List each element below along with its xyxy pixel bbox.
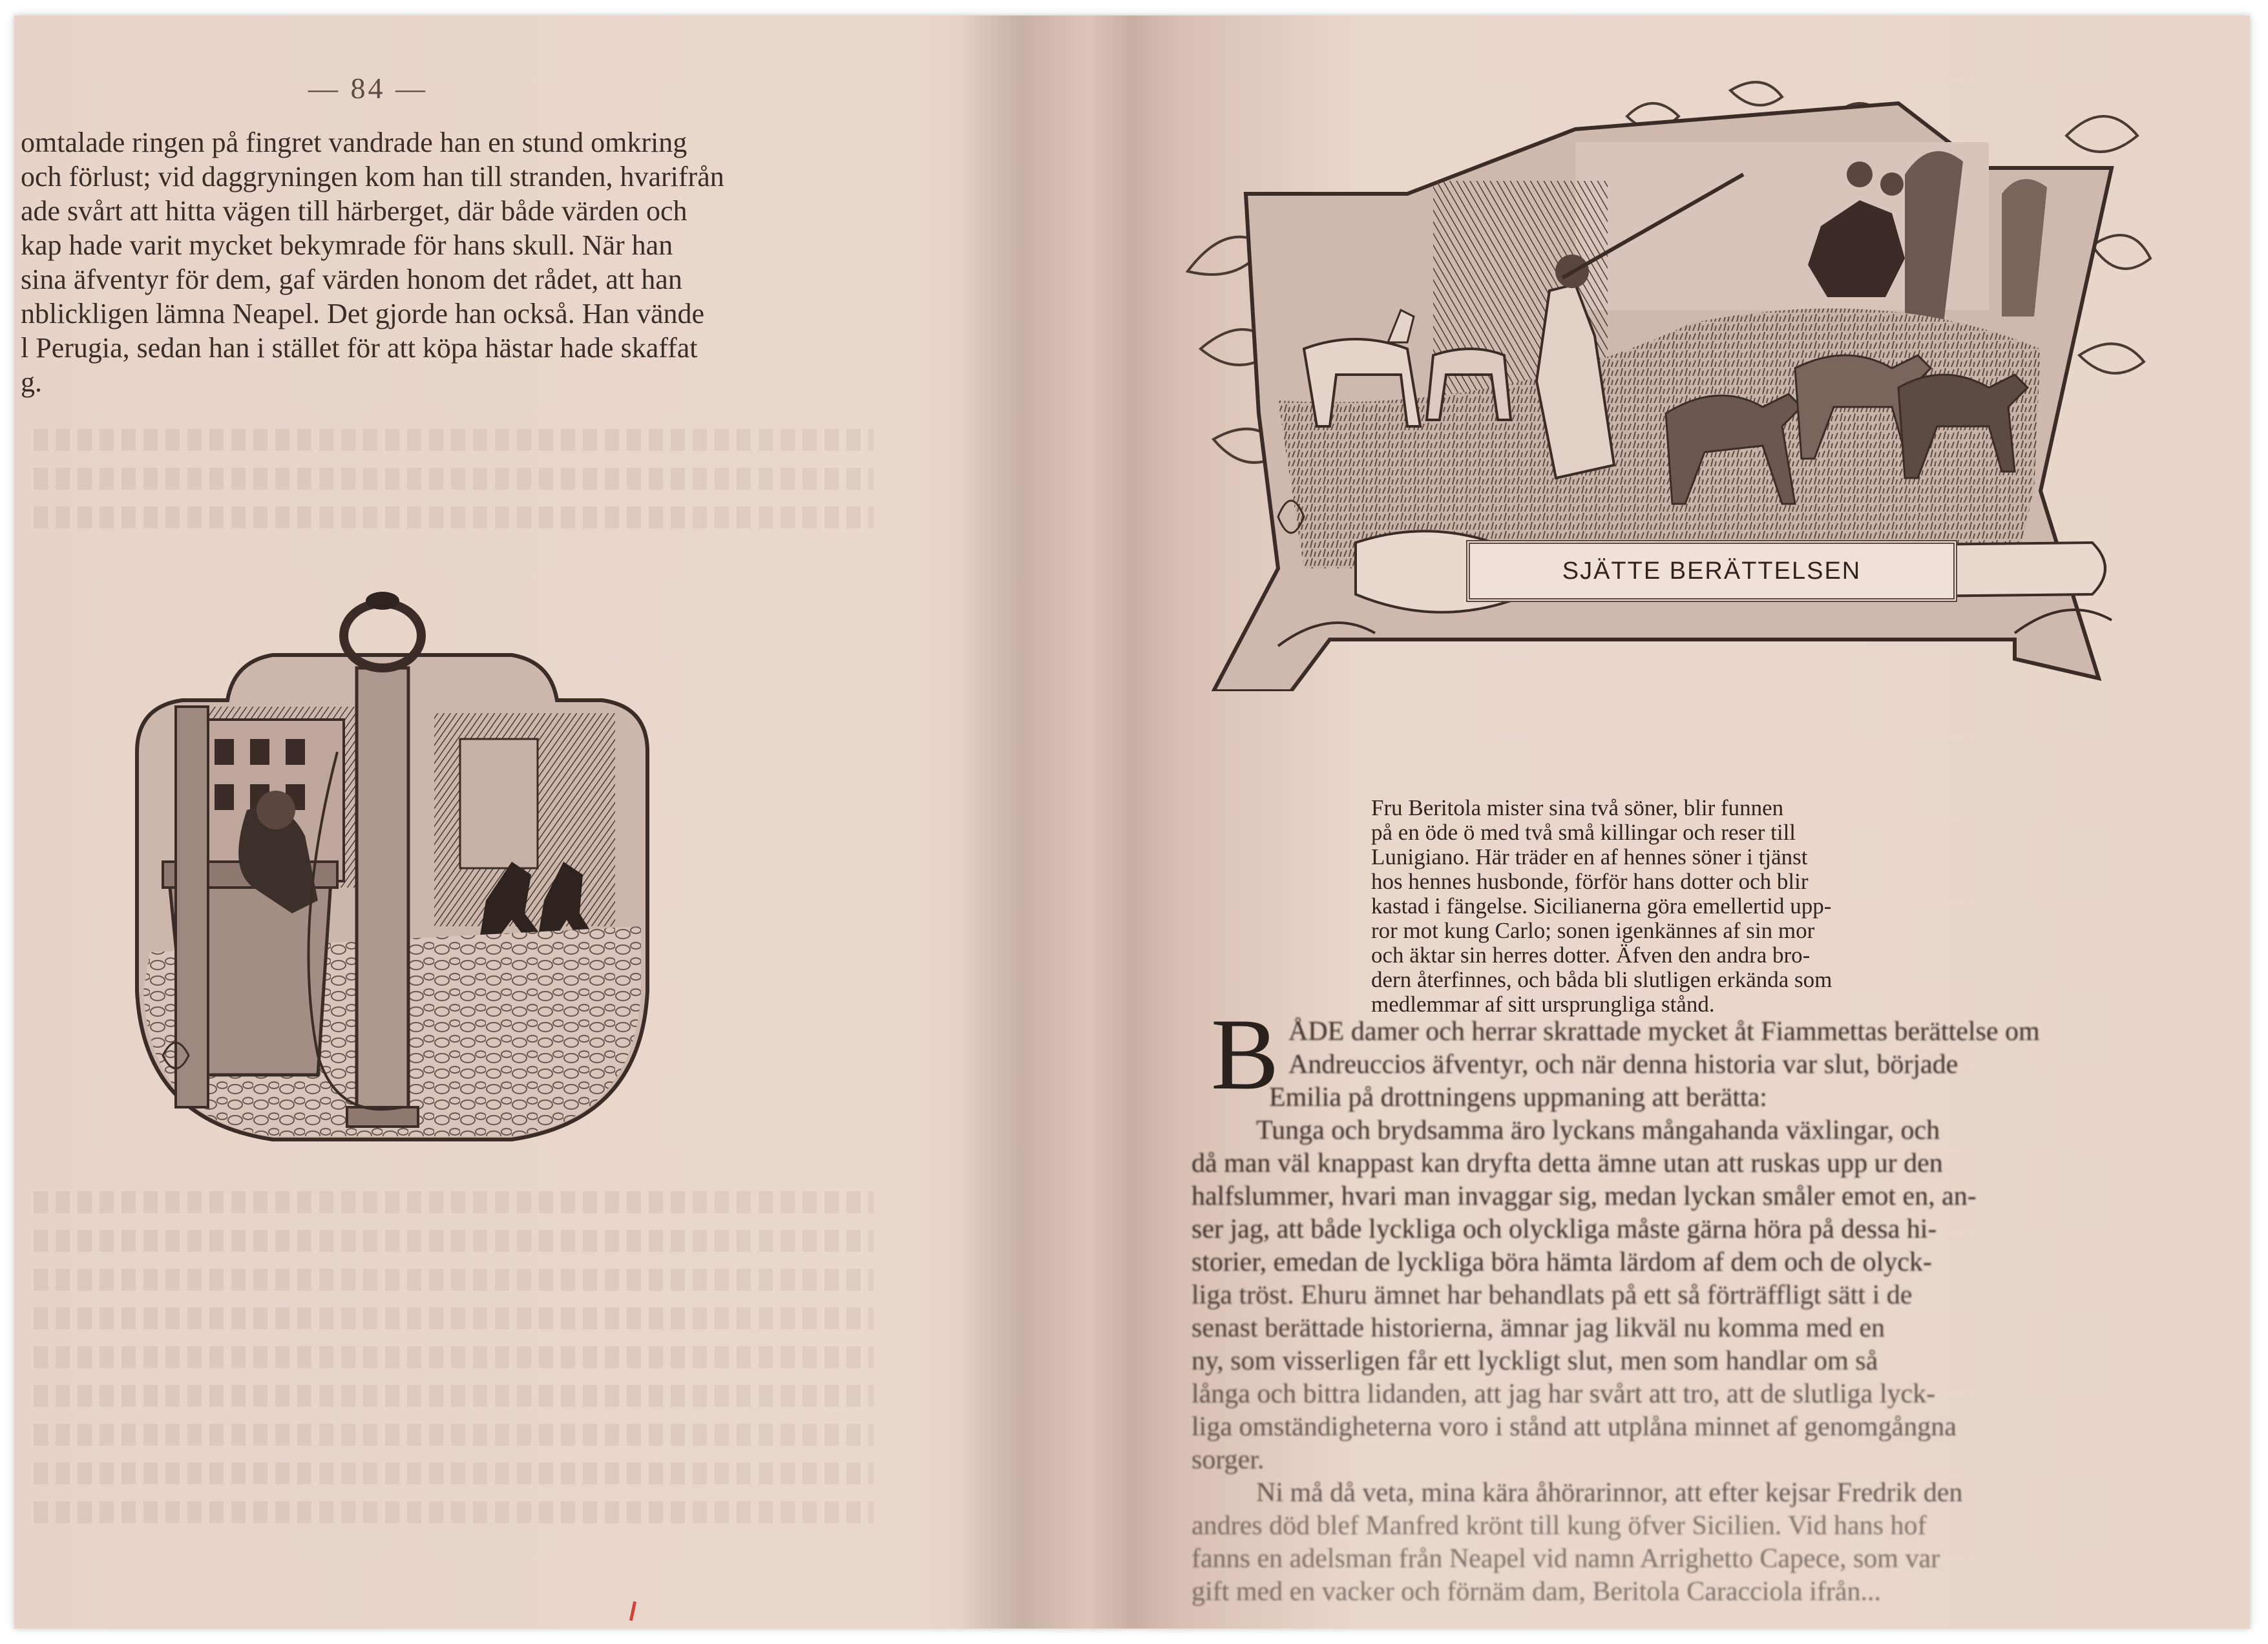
text-line: kap hade varit mycket bekymrade för hans skull. När han — [21, 229, 673, 261]
summary-line: medlemmar af sitt ursprungliga stånd. — [1371, 992, 1715, 1017]
text-line: Andreuccios äfventyr, och när denna historia var slut, började — [1288, 1050, 1958, 1079]
text-line: Emilia på drottningens uppmaning att berätta: — [1269, 1083, 1767, 1112]
show-through — [34, 1230, 874, 1252]
show-through — [34, 1424, 874, 1446]
show-through — [34, 468, 874, 490]
text-line: halfslummer, hvari man invaggar sig, medan lyckan småler emot en, an- — [1192, 1181, 1977, 1211]
text-line: sorger. — [1192, 1445, 1265, 1475]
text-line: liga omständigheterna voro i stånd att utplåna minnet af genomgångna — [1192, 1412, 1957, 1442]
show-through — [34, 1346, 874, 1368]
text-line: ade svårt att hitta vägen till härberget, där både värden och — [21, 195, 688, 227]
show-through — [34, 429, 874, 451]
drop-cap: B — [1211, 998, 1279, 1111]
summary-line: Fru Beritola mister sina två söner, blir funnen — [1371, 795, 1784, 820]
summary-line: Lunigiano. Här träder en af hennes söner i tjänst — [1371, 844, 1808, 869]
chapter-banner — [1466, 540, 1957, 602]
book-spread — [14, 16, 2250, 1628]
show-through — [34, 1462, 874, 1484]
summary-line: på en öde ö med två små killingar och reser till — [1371, 820, 1796, 845]
show-through — [34, 1385, 874, 1407]
text-line: gift med en vacker och förnäm dam, Beritola Caracciola ifrån... — [1192, 1577, 1882, 1607]
summary-line: ror mot kung Carlo; sonen igenkännes af sin mor — [1371, 918, 1815, 943]
text-line: ny, som visserligen får ett lyckligt slut, men som handlar om så — [1192, 1346, 1878, 1376]
show-through — [34, 1501, 874, 1523]
text-line: sina äfventyr för dem, gaf värden honom det rådet, att han — [21, 264, 682, 295]
left-body-text — [21, 125, 867, 399]
chapter-summary — [1371, 796, 2134, 1017]
text-line: omtalade ringen på fingret vandrade han en stund omkring — [21, 127, 688, 158]
right-body-text — [1192, 1015, 2122, 1608]
text-line: l Perugia, sedan han i stället för att köpa hästar hade skaffat — [21, 332, 698, 364]
text-line: ÅDE damer och herrar skrattade mycket åt Fiammettas berättelse om — [1288, 1017, 2040, 1046]
show-through — [34, 1269, 874, 1291]
text-line: Tunga och brydsamma äro lyckans mångahanda växlingar, och — [1256, 1116, 1940, 1145]
left-page — [14, 16, 1022, 1628]
summary-line: och äktar sin herres dotter. Äfven den andra bro- — [1371, 942, 1811, 968]
summary-line: hos hennes husbonde, förför hans dotter och blir — [1371, 869, 1809, 894]
show-through — [34, 1307, 874, 1329]
text-line: långa och bittra lidanden, att jag har svårt att tro, att de slutliga lyck- — [1192, 1379, 1936, 1409]
text-line: då man väl knappast kan dryfta detta ämne utan att ruskas upp ur den — [1192, 1149, 1943, 1178]
text-line: nblickligen lämna Neapel. Det gjorde han också. Han vände — [21, 298, 705, 329]
text-line: g. — [21, 366, 42, 398]
text-line: senast berättade historierna, ämnar jag likväl nu komma med en — [1192, 1313, 1885, 1343]
page-number: — 84 — — [308, 72, 428, 105]
chapter-title: SJÄTTE BERÄTTELSEN — [1562, 557, 1862, 585]
show-through — [34, 506, 874, 528]
show-through — [34, 1191, 874, 1213]
text-line: ser jag, att både lyckliga och olyckliga måste gärna höra på dessa hi- — [1192, 1214, 1937, 1244]
text-line: storier, emedan de lyckliga böra hämta lärdom af dem och de olyck- — [1192, 1247, 1932, 1277]
well-scene-engraving-icon — [124, 539, 660, 1159]
summary-line: kastad i fängelse. Sicilianerna göra emellertid upp- — [1371, 893, 1832, 919]
text-line: liga tröst. Ehuru ämnet har behandlats på ett så förträffligt sätt i de — [1192, 1280, 1913, 1310]
text-line: andres död blef Manfred krönt till kung öfver Sicilien. Vid hans hof — [1192, 1511, 1927, 1541]
summary-line: dern återfinnes, och båda bli slutligen erkända som — [1371, 967, 1832, 992]
text-line: och förlust; vid daggryningen kom han till stranden, hvarifrån — [21, 161, 724, 192]
text-line: Ni må då veta, mina kära åhörarinnor, att efter kejsar Fredrik den — [1256, 1478, 1963, 1508]
text-line: fanns en adelsman från Neapel vid namn Arrighetto Capece, som var — [1192, 1544, 1940, 1574]
right-page — [1022, 16, 2250, 1628]
